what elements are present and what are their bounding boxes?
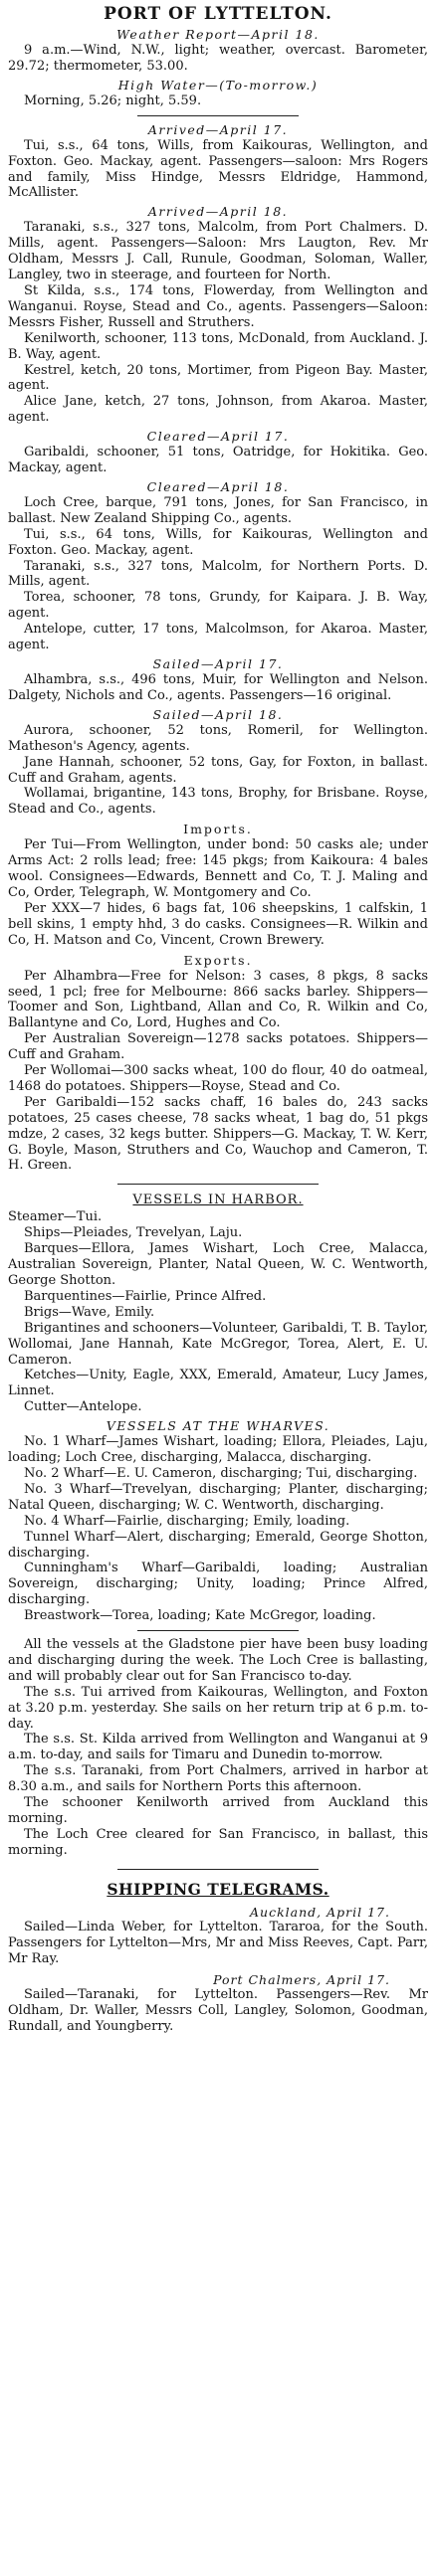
vessel-list-entry: Brigs—Wave, Emily. bbox=[24, 1304, 155, 1320]
shipping-note: The s.s. St. Kilda arrived from Wellington and Wanganui at 9 a.m. to-day, and sails for Timaru and Dunedin to-morrow. bbox=[8, 1732, 428, 1763]
arrived-heading: Arrived—April 18. bbox=[147, 204, 289, 220]
wharf-entry: No. 1 Wharf—James Wishart, loading; Ellora, Pleiades, Laju, loading; Loch Cree, discharging, Malacca, discharging. bbox=[8, 1434, 428, 1466]
cleared-entry: Loch Cree, barque, 791 tons, Jones, for San Francisco, in ballast. New Zealand Shipping Co., agents. bbox=[8, 494, 428, 526]
vessels-at-wharves-section bbox=[8, 1418, 428, 1624]
cleared-entry: Antelope, cutter, 17 tons, Malcolmson, for Akaroa. Master, agent. bbox=[8, 622, 428, 653]
shipping-telegrams-heading: SHIPPING TELEGRAMS. bbox=[107, 1879, 329, 1899]
telegram-dateline: Auckland, April 17. bbox=[250, 1904, 390, 1920]
vessels-in-harbor-heading: VESSELS IN HARBOR. bbox=[132, 1193, 304, 1208]
cleared-entry: Tui, s.s., 64 tons, Wills, for Kaikouras, Wellington and Foxton. Geo. Mackay, agent. bbox=[8, 526, 428, 558]
vessels-at-wharves-heading: VESSELS AT THE WHARVES. bbox=[106, 1418, 330, 1434]
export-entry: Per Garibaldi—152 sacks chaff, 16 bales do, 243 sacks potatoes, 25 cases cheese, 78 sacks wheat, 1 bag do, 51 pkgs mdze, 2 cases, 32 kegs butter. Shippers—G. Mackay, T. W. Kerr, G. Boyle, Mason, Struthers and Co, Wauchop and Cameron, T. H. Green. bbox=[8, 1094, 428, 1174]
export-entry: Per Alhambra—Free for Nelson: 3 cases, 8 pkgs, 8 sacks seed, 1 pcl; free for Melbourne: 866 sacks barley. Shippers—Toomer and Son, Lightband, Allan and Co, R. Wilkin and Co, Ballantyne and Co, Lord, Hughes and Co. bbox=[8, 968, 428, 1031]
shipping-note: The s.s. Taranaki, from Port Chalmers, arrived in harbor at 8.30 a.m., and sails for Northern Ports this afternoon. bbox=[8, 1763, 428, 1795]
telegram-text: Sailed—Taranaki, for Lyttelton. Passengers—Rev. Mr Oldham, Dr. Waller, Messrs Coll, Langley, Solomon, Goodman, Rundall, and Youngberry. bbox=[8, 1987, 428, 2035]
imports-heading: Imports. bbox=[183, 822, 253, 837]
sailed-entry: Jane Hannah, schooner, 52 tons, Gay, for Foxton, in ballast. Cuff and Graham, agents. bbox=[8, 754, 428, 786]
shipping-note: The s.s. Tui arrived from Kaikouras, Wellington, and Foxton at 3.20 p.m. yesterday. She sails on her return trip at 6 p.m. to-day. bbox=[8, 1684, 428, 1732]
arrival-entry: Alice Jane, ketch, 27 tons, Johnson, from Akaroa. Master, agent. bbox=[8, 394, 428, 426]
weather-section bbox=[8, 27, 428, 109]
arrival-entry: Kenilworth, schooner, 113 tons, McDonald, from Auckland. J. B. Way, agent. bbox=[8, 330, 428, 362]
sailed-section bbox=[8, 656, 428, 704]
cleared-heading: Cleared—April 18. bbox=[146, 478, 290, 494]
shipping-note: The Loch Cree cleared for San Francisco, in ballast, this morning. bbox=[8, 1826, 428, 1858]
shipping-note: The schooner Kenilworth arrived from Auckland this morning. bbox=[8, 1795, 428, 1826]
import-entry: Per Tui—From Wellington, under bond: 50 casks ale; under Arms Act: 2 rolls lead; free: 145 pkgs; from Kaikoura: 4 bales wool. Consignees—Edwards, Bennett and Co, T. J. Maling and Co, Order, Telegraph, W. Montgomery and Co. bbox=[8, 837, 428, 900]
cleared-section bbox=[8, 479, 428, 653]
page-title: PORT OF LYTTELTON. bbox=[104, 4, 332, 24]
wharf-entry: Breastwork—Torea, loading; Kate McGregor, loading. bbox=[24, 1608, 376, 1624]
sailed-heading: Sailed—April 17. bbox=[152, 656, 284, 671]
arrival-entry: Tui, s.s., 64 tons, Wills, from Kaikouras, Wellington, and Foxton. Geo. Mackay, agent. Passengers—saloon: Mrs Rogers and family, Miss Hindge, Messrs Eldridge, Hammond, McAllister. bbox=[8, 137, 428, 201]
vessels-in-harbor-section bbox=[8, 1193, 428, 1415]
exports-section bbox=[8, 953, 428, 1175]
weather-heading: Weather Report—April 18. bbox=[116, 27, 320, 42]
cleared-entry: Garibaldi, schooner, 51 tons, Oatridge, for Hokitika. Geo. Mackay, agent. bbox=[8, 445, 428, 476]
vessel-list-entry: Steamer—Tui. bbox=[8, 1209, 103, 1225]
vessel-list-entry: Ketches—Unity, Eagle, XXX, Emerald, Amateur, Lucy James, Linnet. bbox=[8, 1368, 428, 1399]
arrival-entry: St Kilda, s.s., 174 tons, Flowerday, from Wellington and Wanganui. Royse, Stead and Co., agents. Passengers—Saloon: Messrs Fisher, Russell and Struthers. bbox=[8, 282, 428, 330]
exports-heading: Exports. bbox=[183, 952, 253, 968]
arrival-entry: Kestrel, ketch, 20 tons, Mortimer, from Pigeon Bay. Master, agent. bbox=[8, 362, 428, 394]
imports-section bbox=[8, 822, 428, 948]
cleared-section bbox=[8, 429, 428, 476]
telegram-dateline: Port Chalmers, April 17. bbox=[213, 1972, 390, 1988]
sailed-entry: Aurora, schooner, 52 tons, Romeril, for Wellington. Matheson's Agency, agents. bbox=[8, 722, 428, 754]
high-water-times: Morning, 5.26; night, 5.59. bbox=[24, 92, 202, 108]
wharf-entry: Cunningham's Wharf—Garibaldi, loading; Australian Sovereign, discharging; Unity, loading; Prince Alfred, discharging. bbox=[8, 1561, 428, 1608]
arrived-section bbox=[8, 204, 428, 426]
weather-report: 9 a.m.—Wind, N.W., light; weather, overcast. Barometer, 29.72; thermometer, 53.00. bbox=[8, 43, 428, 74]
import-entry: Per XXX—7 hides, 6 bags fat, 106 sheepskins, 1 calfskin, 1 bell skins, 1 empty hhd, 3 do casks. Consignees—R. Wilkin and Co, H. Matson and Co, Vincent, Crown Brewery. bbox=[8, 900, 428, 948]
arrived-section bbox=[8, 122, 428, 202]
vessel-list-entry: Ships—Pleiades, Trevelyan, Laju. bbox=[24, 1225, 243, 1241]
sailed-heading: Sailed—April 18. bbox=[152, 706, 284, 722]
vessel-list-entry: Cutter—Antelope. bbox=[24, 1399, 142, 1415]
sailed-section bbox=[8, 707, 428, 818]
wharf-entry: No. 4 Wharf—Fairlie, discharging; Emily, loading. bbox=[24, 1513, 350, 1529]
export-entry: Per Wollomai—300 sacks wheat, 100 do flour, 40 do oatmeal, 1468 do potatoes. Shippers—Royse, Stead and Co. bbox=[8, 1063, 428, 1094]
wharf-entry: No. 2 Wharf—E. U. Cameron, discharging; Tui, discharging. bbox=[24, 1465, 418, 1481]
export-entry: Per Australian Sovereign—1278 sacks potatoes. Shippers—Cuff and Graham. bbox=[8, 1031, 428, 1063]
divider bbox=[137, 115, 299, 116]
cleared-entry: Taranaki, s.s., 327 tons, Malcolm, for Northern Ports. D. Mills, agent. bbox=[8, 558, 428, 590]
high-water-heading: High Water—(To-morrow.) bbox=[117, 77, 319, 92]
divider bbox=[137, 1630, 299, 1631]
arrived-heading: Arrived—April 17. bbox=[147, 121, 289, 137]
vessel-list-entry: Brigantines and schooners—Volunteer, Garibaldi, T. B. Taylor, Wollomai, Jane Hannah, Kate McGregor, Torea, Alert, E. U. Cameron. bbox=[8, 1320, 428, 1368]
cleared-heading: Cleared—April 17. bbox=[146, 429, 290, 445]
sailed-entry: Alhambra, s.s., 496 tons, Muir, for Wellington and Nelson. Dalgety, Nichols and Co., agents. Passengers—16 original. bbox=[8, 672, 428, 703]
wharf-entry: Tunnel Wharf—Alert, discharging; Emerald, George Shotton, discharging. bbox=[8, 1529, 428, 1561]
sailed-entry: Wollamai, brigantine, 143 tons, Brophy, for Brisbane. Royse, Stead and Co., agents. bbox=[8, 786, 428, 818]
wharf-entry: No. 3 Wharf—Trevelyan, discharging; Planter, discharging; Natal Queen, discharging; W. C. Wentworth, discharging. bbox=[8, 1481, 428, 1513]
cleared-entry: Torea, schooner, 78 tons, Grundy, for Kaipara. J. B. Way, agent. bbox=[8, 590, 428, 622]
divider bbox=[117, 1869, 319, 1870]
vessel-list-entry: Barquentines—Fairlie, Prince Alfred. bbox=[24, 1288, 267, 1304]
shipping-telegrams-section bbox=[8, 1880, 428, 2035]
telegram-text: Sailed—Linda Weber, for Lyttelton. Tararoa, for the South. Passengers for Lyttelton—Mrs, Mr and Miss Reeves, Capt. Parr, Mr Ray. bbox=[8, 1919, 428, 1966]
vessel-list-entry: Barques—Ellora, James Wishart, Loch Cree, Malacca, Australian Sovereign, Planter, Natal Queen, W. C. Wentworth, George Shotton. bbox=[8, 1241, 428, 1288]
shipping-note: All the vessels at the Gladstone pier have been busy loading and discharging during the week. The Loch Cree is ballasting, and will probably clear out for San Francisco to-day. bbox=[8, 1637, 428, 1684]
arrival-entry: Taranaki, s.s., 327 tons, Malcolm, from Port Chalmers. D. Mills, agent. Passengers—Saloon: Mrs Laugton, Rev. Mr Oldham, Messrs J. Call, Runule, Goodman, Soloman, Waller, Langley, two in steerage, and fourteen for North. bbox=[8, 220, 428, 283]
shipping-notes-section bbox=[8, 1637, 428, 1859]
divider bbox=[117, 1184, 319, 1185]
